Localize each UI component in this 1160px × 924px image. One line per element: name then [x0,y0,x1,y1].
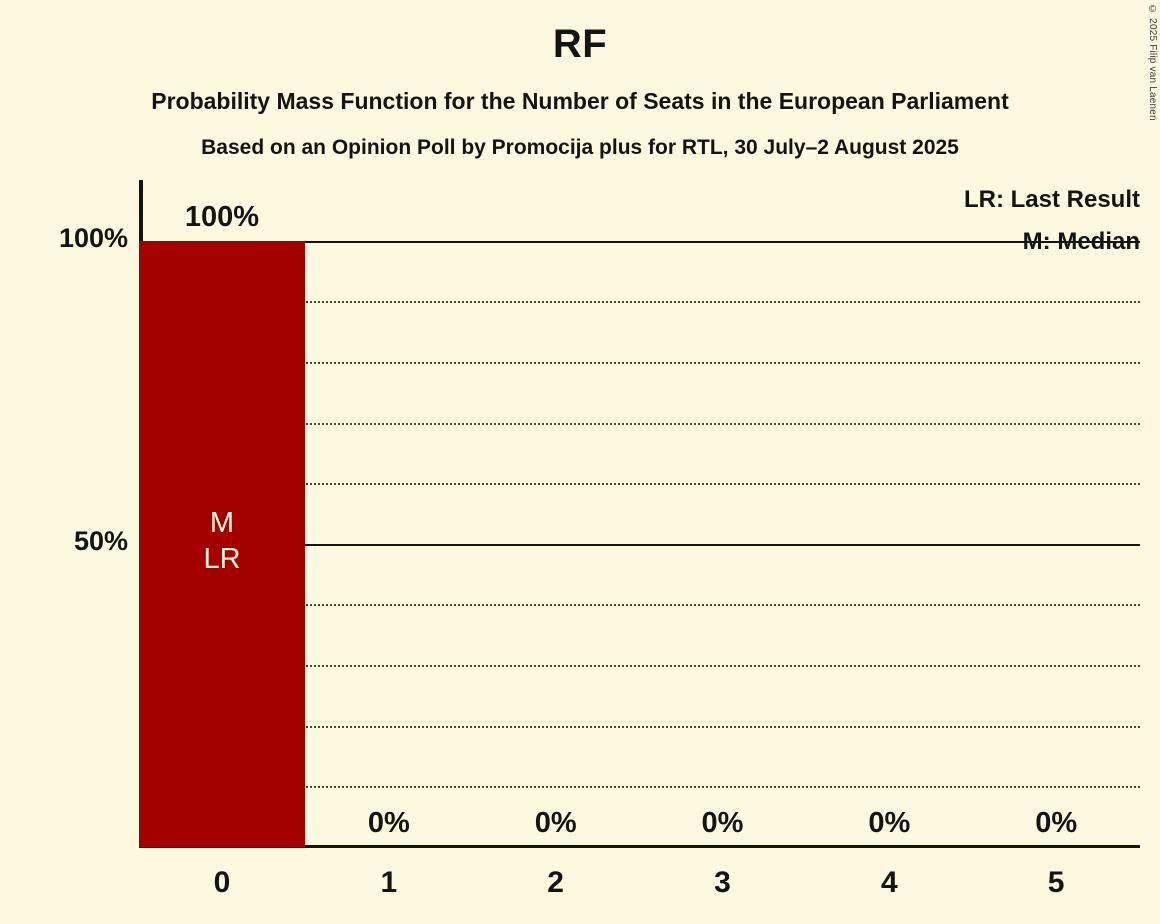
legend-median: M: Median [1022,228,1140,255]
bar-value-label: 0% [701,807,744,839]
plot-area [139,180,1140,847]
bar-value-label: 0% [868,807,911,839]
chart-subtitle: Probability Mass Function for the Number of Seats in the European Parliament [151,88,1009,114]
copyright-notice: © 2025 Filip van Laenen [1147,4,1158,121]
y-tick-label: 100% [58,222,128,253]
bar-value-label: 0% [1035,807,1078,839]
bar-value-label: 100% [184,200,260,233]
legend-last-result: LR: Last Result [963,186,1140,213]
bar-marker-labels [139,506,305,578]
x-tick-label: 1 [380,866,398,899]
x-tick-label: 4 [880,866,898,899]
x-tick-label: 2 [547,866,564,899]
bar [139,241,305,847]
bar-value-label: 0% [534,807,577,839]
y-tick-label: 50% [73,525,128,556]
x-tick-label: 5 [1047,866,1065,899]
chart-title: RF [552,22,608,66]
last-result-marker: LR [203,542,241,575]
x-tick-label: 0 [213,866,231,899]
chart-source-line: Based on an Opinion Poll by Promocija plus for RTL, 30 July–2 August 2025 [201,136,959,159]
x-tick-label: 3 [714,866,731,899]
y-axis-labels [0,180,128,847]
bar-value-label: 0% [367,807,410,839]
median-marker: M [209,506,235,539]
